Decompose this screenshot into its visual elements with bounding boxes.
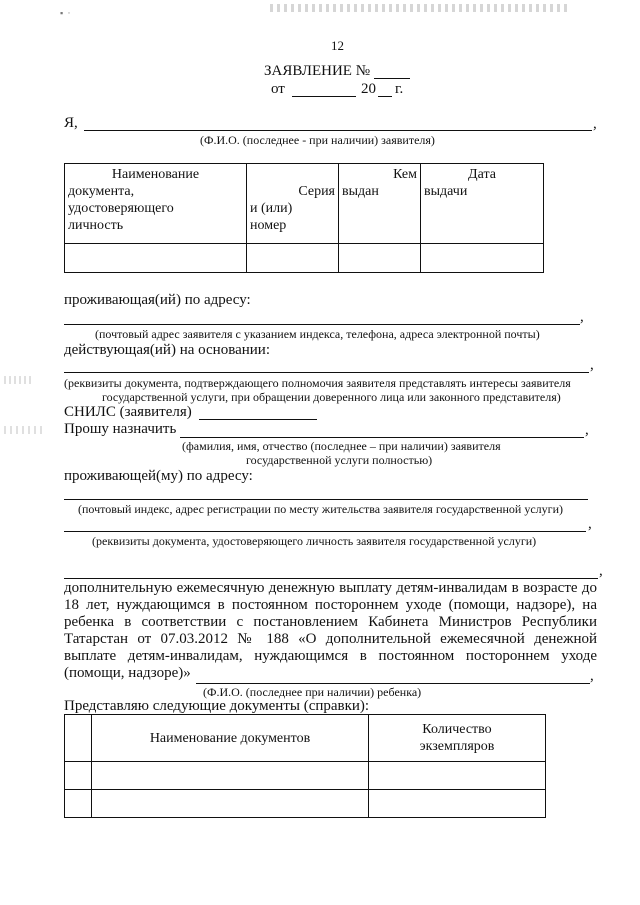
header-issuer-1: Кем xyxy=(393,167,417,182)
acting-caption-2: государственной услуги, при обращении доверенного лица или законного представителя) xyxy=(102,390,561,404)
acting-label: действующая(ий) на основании: xyxy=(64,342,270,358)
header-doc-name-4: личность xyxy=(68,218,124,233)
table-header-cell xyxy=(247,164,339,244)
extra-comma: , xyxy=(599,563,603,579)
header-qty-2: экземпляров xyxy=(419,739,495,754)
id2-line xyxy=(64,531,586,532)
applicant-prefix: Я, xyxy=(64,115,78,131)
table-cell-doc[interactable] xyxy=(92,762,369,790)
table-header-cell xyxy=(421,164,544,244)
acting-comma: , xyxy=(590,357,594,373)
scan-noise-left xyxy=(4,376,34,384)
table-header-row xyxy=(65,715,546,762)
table-cell-doc[interactable] xyxy=(92,790,369,818)
header-series-1: Серия xyxy=(298,184,335,199)
table-cell-series[interactable] xyxy=(247,244,339,273)
header-series-2: и (или) xyxy=(250,201,293,216)
page-number: 12 xyxy=(331,38,344,53)
child-name-line xyxy=(196,683,590,684)
documents-table xyxy=(64,714,546,818)
residing2-address-line xyxy=(64,499,588,500)
table-header-cell-qty xyxy=(369,715,546,762)
docs-label: Представляю следующие документы (справки): xyxy=(64,698,370,714)
header-series-3: номер xyxy=(250,218,287,233)
header-issuer-2: выдан xyxy=(342,184,379,199)
extra-line xyxy=(64,578,598,579)
snils-line xyxy=(199,419,317,420)
request-comma: , xyxy=(585,422,589,438)
table-cell-qty[interactable] xyxy=(369,790,546,818)
residing2-caption: (почтовый индекс, адрес регистрации по месту жительства заявителя государственной услуги) xyxy=(78,502,564,516)
header-qty-1: Количество xyxy=(422,722,492,737)
child-caption: (Ф.И.О. (последнее при наличии) ребенка) xyxy=(203,685,422,699)
id2-caption: (реквизиты документа, удостоверяющего личность заявителя государственной услуги) xyxy=(92,534,537,548)
request-caption-2: государственной услуги полностью) xyxy=(246,453,433,467)
header-date-1: Дата xyxy=(468,167,496,182)
payment-request-paragraph: дополнительную ежемесячную денежную выплату детям-инвалидам в возрасте до 18 лет, нуждающимся в постоянном постороннем уходе (помощи, надзоре), на ребенка в соответствии с постановлением Кабинета Министров Республики Татарстан от 07.03.2012 № 188 «О дополнительной ежемесячной денежной выплате детям-инвалидам, нуждающимся в постоянном постороннем уходе (помощи, надзоре)» xyxy=(64,580,597,681)
request-label: Прошу назначить xyxy=(64,421,177,437)
header-doc-name-1: Наименование xyxy=(111,167,200,182)
header-docs-name: Наименование документов xyxy=(149,730,311,746)
table-row xyxy=(65,762,546,790)
form-number-line xyxy=(374,78,410,79)
table-cell-date[interactable] xyxy=(421,244,544,273)
id2-comma: , xyxy=(588,516,592,532)
table-header-cell xyxy=(65,164,247,244)
form-title xyxy=(264,63,370,80)
applicant-comma: , xyxy=(593,116,597,132)
table-header-row xyxy=(65,164,544,244)
header-doc-name-3: удостоверяющего xyxy=(68,201,174,216)
applicant-name-line xyxy=(84,130,592,131)
acting-basis-line xyxy=(64,372,589,373)
table-cell-doc-name[interactable] xyxy=(65,244,247,273)
request-caption-1: (фамилия, имя, отчество (последнее – при наличии) заявителя xyxy=(182,439,501,453)
snils-label: СНИЛС (заявителя) xyxy=(64,404,192,420)
table-header-cell-docs xyxy=(92,715,369,762)
date-day-month-line xyxy=(292,96,356,97)
child-comma: , xyxy=(590,668,594,684)
scan-noise-left xyxy=(4,426,44,434)
form-title-text: ЗАЯВЛЕНИЕ № xyxy=(264,63,371,79)
scan-noise-top xyxy=(270,4,570,12)
table-row xyxy=(65,790,546,818)
table-header-cell-num xyxy=(65,715,92,762)
header-date-2: выдачи xyxy=(424,184,468,199)
table-cell-num[interactable] xyxy=(65,762,92,790)
table-row xyxy=(65,244,544,273)
date-year-prefix: 20 xyxy=(361,81,376,97)
table-cell-num[interactable] xyxy=(65,790,92,818)
table-cell-issuer[interactable] xyxy=(339,244,421,273)
residing-label: проживающая(ий) по адресу: xyxy=(64,292,251,308)
applicant-caption: (Ф.И.О. (последнее - при наличии) заявителя) xyxy=(200,133,435,147)
request-name-line xyxy=(180,437,584,438)
residing-caption: (почтовый адрес заявителя с указанием индекса, телефона, адреса электронной почты) xyxy=(95,327,540,341)
date-year-line xyxy=(378,96,392,97)
residing-comma: , xyxy=(580,309,584,325)
table-header-cell xyxy=(339,164,421,244)
table-cell-qty[interactable] xyxy=(369,762,546,790)
id-document-table xyxy=(64,163,544,273)
scan-noise-top: ▪ · xyxy=(60,8,72,18)
residing-address-line xyxy=(64,324,580,325)
date-prefix: от xyxy=(271,81,285,97)
date-year-suffix: г. xyxy=(395,81,404,97)
acting-caption-1: (реквизиты документа, подтверждающего полномочия заявителя представлять интересы заявителя xyxy=(64,376,571,390)
header-doc-name-2: документа, xyxy=(68,184,135,199)
residing2-label: проживающей(му) по адресу: xyxy=(64,468,253,484)
